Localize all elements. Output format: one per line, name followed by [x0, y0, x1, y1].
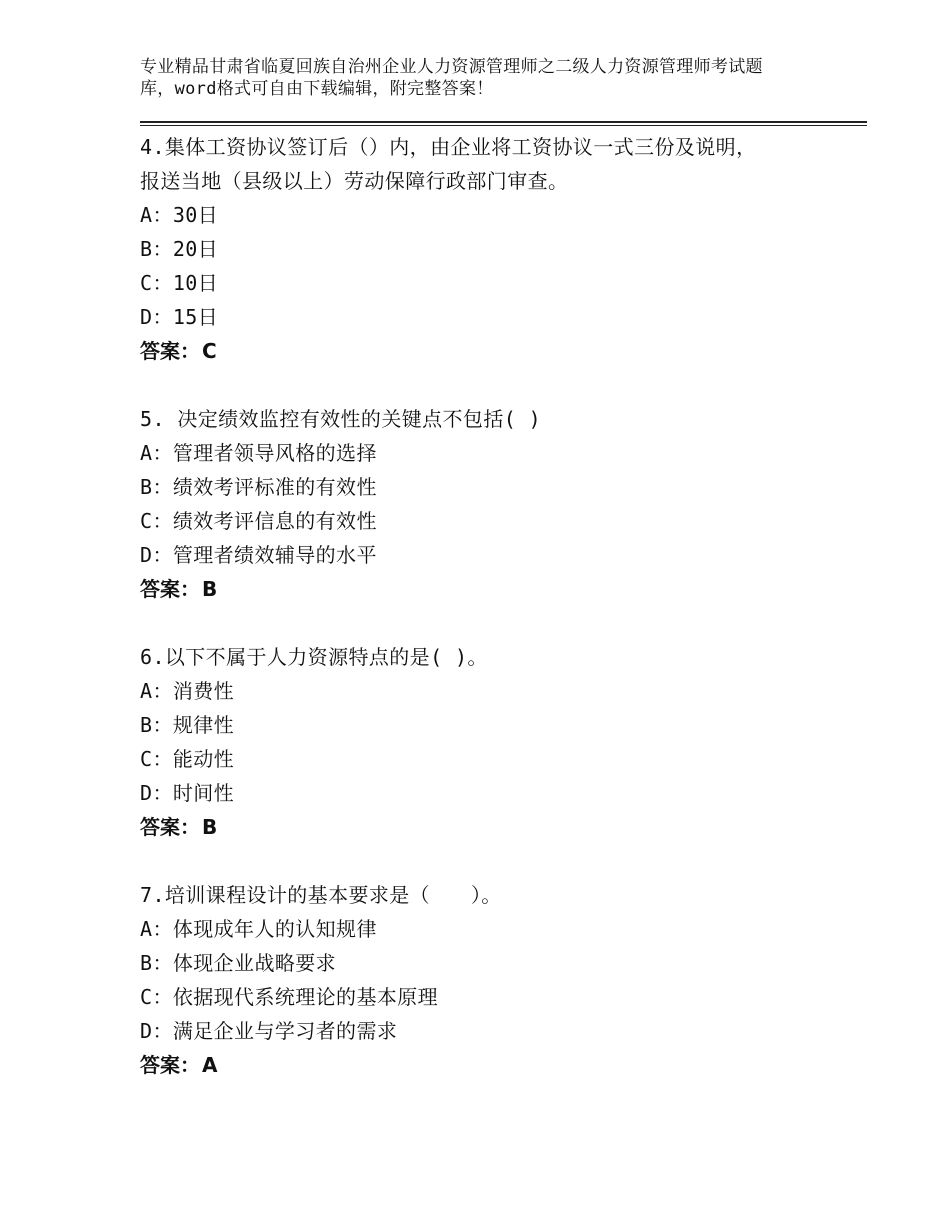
option-c: C：能动性 [140, 747, 235, 771]
question-stem: 7.培训课程设计的基本要求是（ ）。 [140, 883, 502, 907]
answer-line [140, 1048, 867, 1082]
answer-label: 答案： [140, 577, 200, 601]
question-stem: 5. 决定绩效监控有效性的关键点不包括( ) [140, 407, 542, 431]
answer-value: B [202, 577, 218, 601]
option-d: D：满足企业与学习者的需求 [140, 1019, 398, 1043]
header-divider-thin [140, 125, 867, 126]
question-list [140, 130, 867, 1116]
option-b: B：20日 [140, 237, 219, 261]
option-b: B：规律性 [140, 713, 235, 737]
option-c: C：10日 [140, 271, 219, 295]
answer-line [140, 572, 867, 606]
answer-value: B [202, 815, 218, 839]
answer-label: 答案： [140, 1053, 200, 1077]
option-a: A：体现成年人的认知规律 [140, 917, 377, 941]
answer-label: 答案： [140, 339, 200, 363]
option-d: D：15日 [140, 305, 219, 329]
option-a: A：消费性 [140, 679, 235, 703]
option-b: B：体现企业战略要求 [140, 951, 337, 975]
header-title-line-2: 库，word格式可自由下载编辑，附完整答案！ [140, 79, 494, 99]
answer-value: A [202, 1053, 218, 1077]
option-d: D：管理者绩效辅导的水平 [140, 543, 377, 567]
question-item [140, 130, 867, 368]
option-d: D：时间性 [140, 781, 235, 805]
answer-label: 答案： [140, 815, 200, 839]
option-a: A：管理者领导风格的选择 [140, 441, 377, 465]
header-divider-thick [140, 121, 867, 123]
document-header [140, 56, 840, 100]
option-c: C：依据现代系统理论的基本原理 [140, 985, 439, 1009]
option-a: A：30日 [140, 203, 219, 227]
question-stem: 4.集体工资协议签订后（）内，由企业将工资协议一式三份及说明， [140, 135, 757, 159]
question-stem: 6.以下不属于人力资源特点的是( )。 [140, 645, 488, 669]
option-b: B：绩效考评标准的有效性 [140, 475, 377, 499]
question-item [140, 402, 867, 606]
answer-value: C [202, 339, 217, 363]
question-item [140, 640, 867, 844]
answer-line [140, 334, 867, 368]
question-item [140, 878, 867, 1082]
header-title-line-1: 专业精品甘肃省临夏回族自治州企业人力资源管理师之二级人力资源管理师考试题 [140, 57, 763, 77]
option-c: C：绩效考评信息的有效性 [140, 509, 377, 533]
question-stem-continued: 报送当地（县级以上）劳动保障行政部门审查。 [140, 169, 569, 193]
answer-line [140, 810, 867, 844]
